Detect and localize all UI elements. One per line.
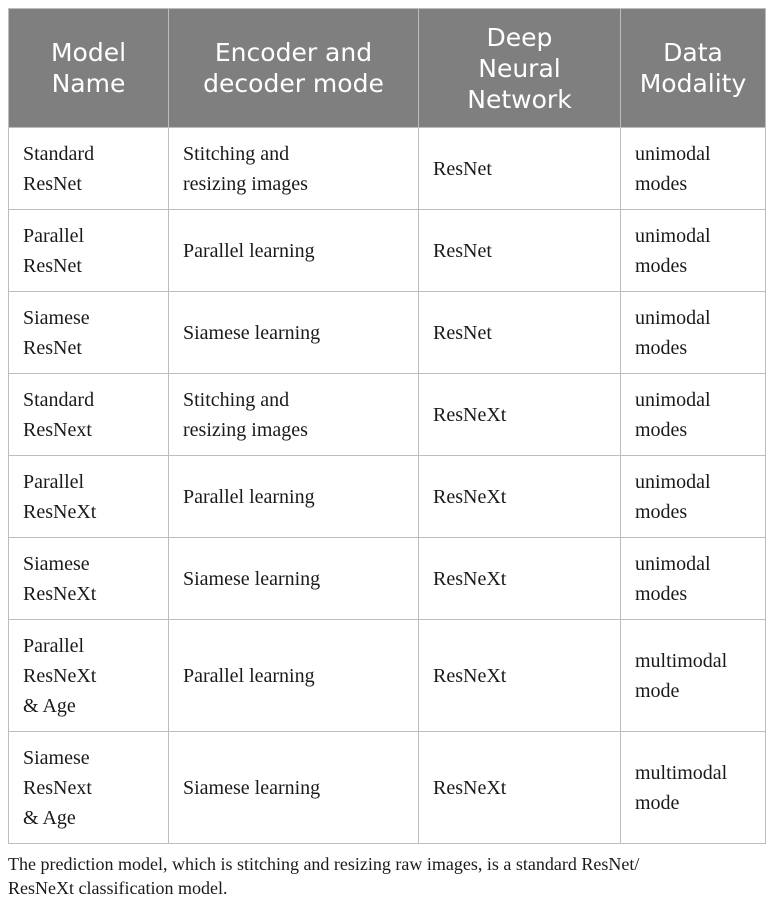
- cell-data-modality: unimodal modes: [621, 292, 766, 374]
- cell-model-name: Siamese ResNext & Age: [9, 732, 169, 844]
- model-table-container: [8, 8, 765, 844]
- model-comparison-table: [8, 8, 766, 844]
- cell-data-modality: unimodal modes: [621, 210, 766, 292]
- cell-data-modality: unimodal modes: [621, 374, 766, 456]
- header-deep-neural-network: Deep Neural Network: [419, 9, 621, 128]
- cell-deep-neural-network: ResNeXt: [419, 732, 621, 844]
- cell-model-name: Siamese ResNeXt: [9, 538, 169, 620]
- cell-model-name: Parallel ResNeXt & Age: [9, 620, 169, 732]
- cell-data-modality: multimodal mode: [621, 620, 766, 732]
- cell-deep-neural-network: ResNeXt: [419, 620, 621, 732]
- table-row: [9, 732, 766, 844]
- cell-encoder-decoder-mode: Parallel learning: [169, 210, 419, 292]
- table-footnote: The prediction model, which is stitching and resizing raw images, is a standard ResNet/ ResNeXt classification model.: [8, 854, 640, 898]
- cell-model-name: Standard ResNet: [9, 128, 169, 210]
- header-row: [9, 9, 766, 128]
- table-row: [9, 292, 766, 374]
- cell-deep-neural-network: ResNet: [419, 210, 621, 292]
- cell-deep-neural-network: ResNeXt: [419, 456, 621, 538]
- table-row: [9, 210, 766, 292]
- cell-encoder-decoder-mode: Parallel learning: [169, 620, 419, 732]
- cell-encoder-decoder-mode: Siamese learning: [169, 292, 419, 374]
- cell-data-modality: unimodal modes: [621, 538, 766, 620]
- table-row: [9, 456, 766, 538]
- cell-data-modality: unimodal modes: [621, 128, 766, 210]
- cell-encoder-decoder-mode: Siamese learning: [169, 732, 419, 844]
- table-header: [9, 9, 766, 128]
- cell-model-name: Siamese ResNet: [9, 292, 169, 374]
- header-model-name: Model Name: [9, 9, 169, 128]
- cell-encoder-decoder-mode: Parallel learning: [169, 456, 419, 538]
- cell-encoder-decoder-mode: Stitching and resizing images: [169, 128, 419, 210]
- header-encoder-decoder-mode: Encoder and decoder mode: [169, 9, 419, 128]
- cell-model-name: Parallel ResNeXt: [9, 456, 169, 538]
- cell-deep-neural-network: ResNeXt: [419, 538, 621, 620]
- header-data-modality: Data Modality: [621, 9, 766, 128]
- table-row: [9, 538, 766, 620]
- cell-model-name: Parallel ResNet: [9, 210, 169, 292]
- cell-model-name: Standard ResNext: [9, 374, 169, 456]
- table-row: [9, 128, 766, 210]
- table-row: [9, 620, 766, 732]
- cell-data-modality: unimodal modes: [621, 456, 766, 538]
- cell-data-modality: multimodal mode: [621, 732, 766, 844]
- cell-encoder-decoder-mode: Siamese learning: [169, 538, 419, 620]
- cell-deep-neural-network: ResNet: [419, 292, 621, 374]
- cell-encoder-decoder-mode: Stitching and resizing images: [169, 374, 419, 456]
- table-body: [9, 128, 766, 844]
- table-row: [9, 374, 766, 456]
- cell-deep-neural-network: ResNeXt: [419, 374, 621, 456]
- cell-deep-neural-network: ResNet: [419, 128, 621, 210]
